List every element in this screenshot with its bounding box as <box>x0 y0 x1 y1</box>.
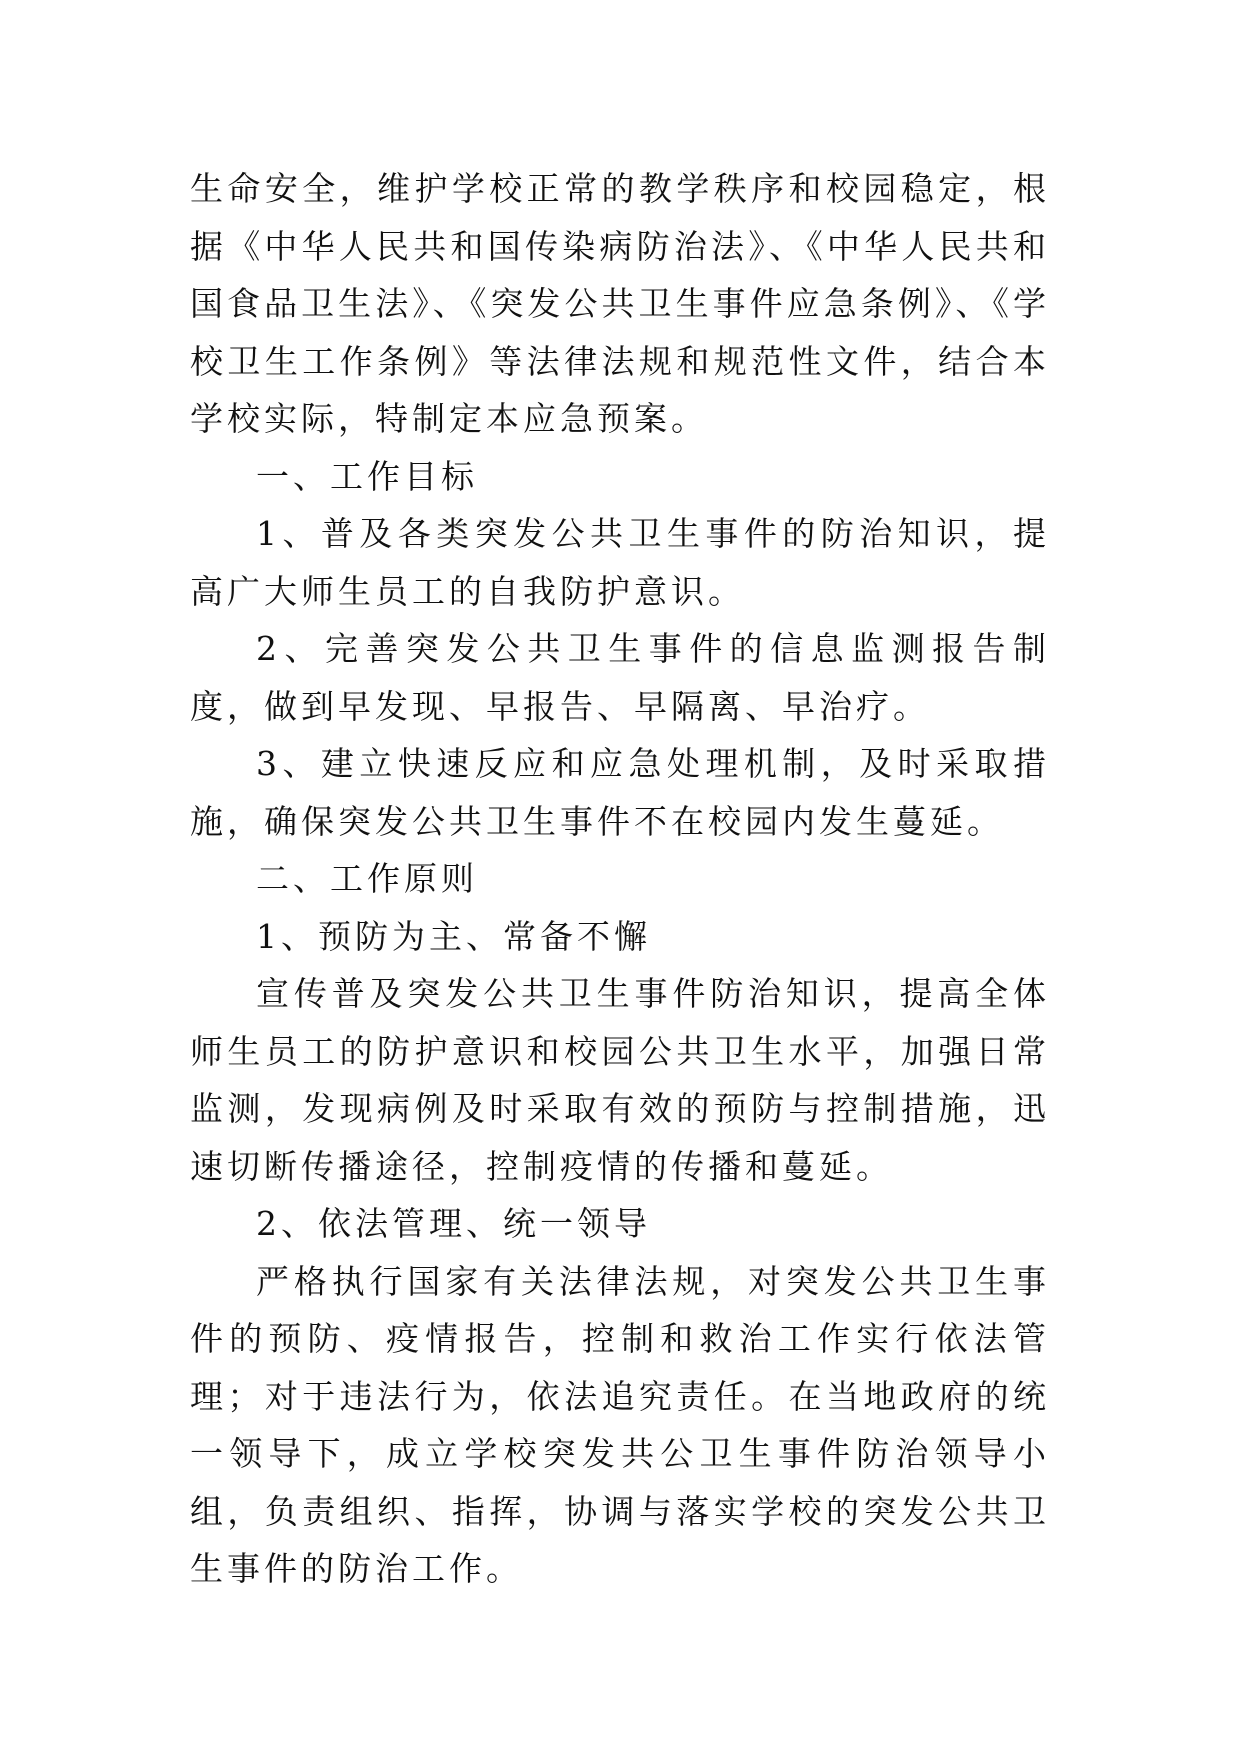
paragraph-goal-3: 3、建立快速反应和应急处理机制，及时采取措施，确保突发公共卫生事件不在校园内发生蔓延。 <box>190 744 1050 841</box>
paragraph-goal-2: 2、完善突发公共卫生事件的信息监测报告制度，做到早发现、早报告、早隔离、早治疗。 <box>190 629 1050 726</box>
paragraph-goal-1: 1、普及各类突发公共卫生事件的防治知识，提高广大师生员工的自我防护意识。 <box>190 514 1050 611</box>
paragraph-principle-1: 宣传普及突发公共卫生事件防治知识，提高全体师生员工的防护意识和校园公共卫生水平，加强日常监测，发现病例及时采取有效的预防与控制措施，迅速切断传播途径，控制疫情的传播和蔓延。 <box>190 974 1050 1186</box>
heading-work-principles: 二、工作原则 <box>256 859 478 898</box>
paragraph-principle-2: 严格执行国家有关法律法规，对突发公共卫生事件的预防、疫情报告，控制和救治工作实行依法管理；对于违法行为，依法追究责任。在当地政府的统一领导下，成立学校突发共公卫生事件防治领导小组，负责组织、指挥，协调与落实学校的突发公共卫生事件的防治工作。 <box>190 1261 1050 1588</box>
document-body <box>190 160 1050 1598</box>
subheading-principle-2: 2、依法管理、统一领导 <box>256 1204 651 1243</box>
heading-work-goals: 一、工作目标 <box>256 456 478 496</box>
subheading-principle-1: 1、预防为主、常备不懈 <box>256 916 651 956</box>
paragraph-intro-continued: 生命安全，维护学校正常的教学秩序和校园稳定，根据《中华人民共和国传染病防治法》、《中华人民共和国食品卫生法》、《突发公共卫生事件应急条例》、《学校卫生工作条例》等法律法规和规范性文件，结合本学校实际，特制定本应急预案。 <box>190 169 1050 438</box>
